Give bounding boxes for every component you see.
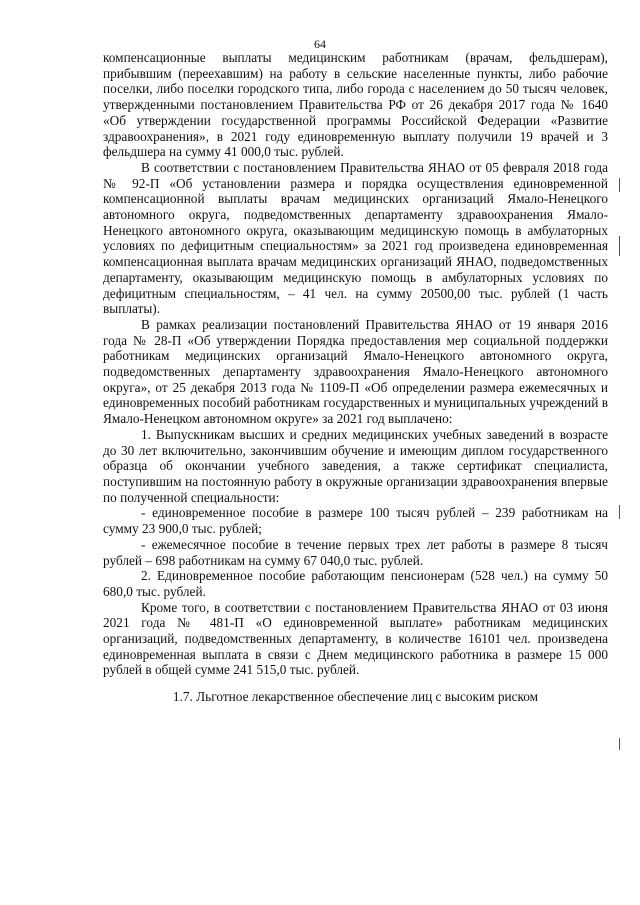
document-body	[103, 50, 608, 678]
paragraph-continuation: компенсационные выплаты медицинским работникам (врачам, фельдшерам), прибывшим (переехавшим) на работу в сельские населенные пункты, либо рабочие поселки, либо поселки городского типа, либо города с населением до 50 тысяч человек, утвержденными постановлением Правительства РФ от 26 декабря 2017 года № 1640 «Об утверждении государственной программы Российской Федерации «Развитие здравоохранения», в 2021 году единовременную выплату получили 19 врачей и 3 фельдшера на сумму 41 000,0 тыс. рублей.	[103, 50, 608, 160]
section-heading: 1.7. Льготное лекарственное обеспечение лиц с высоким риском	[172, 689, 539, 704]
list-item-pensioners: 2. Единовременное пособие работающим пенсионерам (528 чел.) на сумму 50 680,0 тыс. рублей.	[103, 568, 608, 599]
page-number: 64	[314, 37, 326, 51]
list-item-one-time-allowance: - единовременное пособие в размере 100 тысяч рублей – 239 работникам на сумму 23 900,0 тыс. рублей;	[103, 505, 608, 537]
paragraph-decree-481p: Кроме того, в соответствии с постановлением Правительства ЯНАО от 03 июня 2021 года № 481-П «О единовременной выплате» работникам медицинских организаций, подведомственных департаменту, в количестве 16101 чел. произведена единовременная выплата в связи с Днем медицинского работника в размере 15 000 рублей в общей сумме 241 515,0 тыс. рублей.	[103, 599, 608, 678]
paragraph-decree-92p: В соответствии с постановлением Правительства ЯНАО от 05 февраля 2018 года № 92-П «Об установлении размера и порядка осуществления единовременной компенсационной выплаты врачам медицинских организаций Ямало-Ненецкого автономного округа, подведомственных департаменту здравоохранения Ямало-Ненецкого автономного округа, оказывающим медицинскую помощь в амбулаторных условиях по дефицитным специальностям» за 2021 год произведена единовременная компенсационная выплата врачам медицинских организаций ЯНАО, подведомственных департаменту, оказывающим медицинскую помощь в амбулаторных условиях по дефицитным специальностям, – 41 чел. на сумму 20500,00 тыс. рублей (1 часть выплаты).	[103, 159, 608, 317]
scan-margin-mark	[619, 505, 620, 519]
paragraph-decree-28p: В рамках реализации постановлений Правительства ЯНАО от 19 января 2016 года № 28-П «Об утверждении Порядка предоставления мер социальной поддержки работникам медицинских организаций Ямало-Ненецкого автономного округа, подведомственных департаменту здравоохранения Ямало-Ненецкого автономного округа», от 25 декабря 2013 года № 1109-П «Об определении размера ежемесячных и единовременных пособий работникам государственных и муниципальных учреждений в Ямало-Ненецком автономном округе» за 2021 год выплачено:	[103, 316, 608, 427]
list-item-monthly-allowance: - ежемесячное пособие в течение первых трех лет работы в размере 8 тысяч рублей – 698 работникам на сумму 67 040,0 тыс. рублей.	[103, 536, 608, 568]
scan-margin-mark	[619, 236, 620, 256]
scan-margin-mark	[619, 178, 620, 192]
scan-margin-mark	[619, 738, 620, 750]
list-item-graduates: 1. Выпускникам высших и средних медицинских учебных заведений в возрасте до 30 лет включительно, закончившим обучение и имеющим диплом государственного образца об окончании учебного заведения, а также сертификат специалиста, поступившим на постоянную работу в окружные организации здравоохранения впервые по полученной специальности:	[103, 426, 608, 505]
